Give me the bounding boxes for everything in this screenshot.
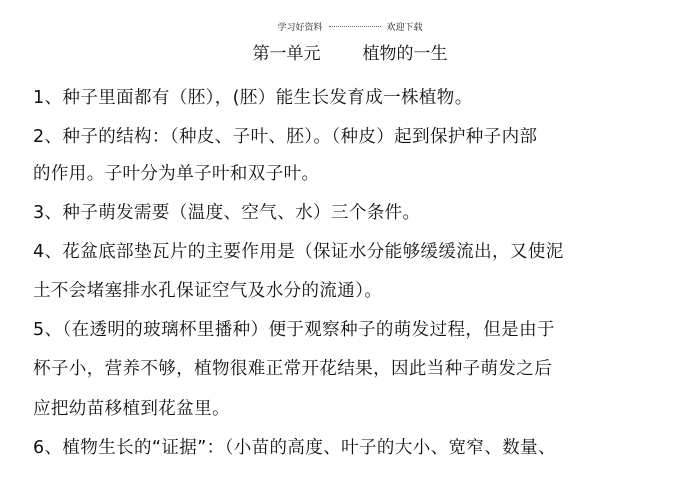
text-line: 土不会堵塞排水孔保证空气及水分的流通）。 [33,281,383,301]
title-topic: 植物的一生 [362,44,448,64]
header-right-text: 欢迎下载 [386,23,423,33]
title-unit: 第一单元 [252,44,321,64]
header-left-text: 学习好资料 [277,23,323,33]
text-line: 3、种子萌发需要（温度、空气、水）三个条件。 [33,203,421,223]
page-header [0,22,700,34]
text-line: 5、（在透明的玻璃杯里播种）便于观察种子的萌发过程，但是由于 [33,320,555,340]
text-line: 6、植物生长的“证据”：（小苗的高度、叶子的大小、宽窄、数量、 [33,438,556,458]
text-line: 杯子小，营养不够，植物很难正常开花结果，因此当种子萌发之后 [33,359,553,379]
page-title [0,42,700,66]
text-line: 应把幼苗移植到花盆里。 [33,399,230,419]
text-line: 2、种子的结构：（种皮、子叶、胚）。（种皮）起到保护种子内部 [33,127,538,147]
text-line: 4、花盆底部垫瓦片的主要作用是（保证水分能够缓缓流出，又使泥 [33,242,564,262]
text-line: 1、种子里面都有（胚），(胚）能生长发育成一株植物。 [33,88,473,108]
text-line: 的作用。子叶分为单子叶和双子叶。 [33,164,320,184]
header-dotted-separator [329,26,381,27]
